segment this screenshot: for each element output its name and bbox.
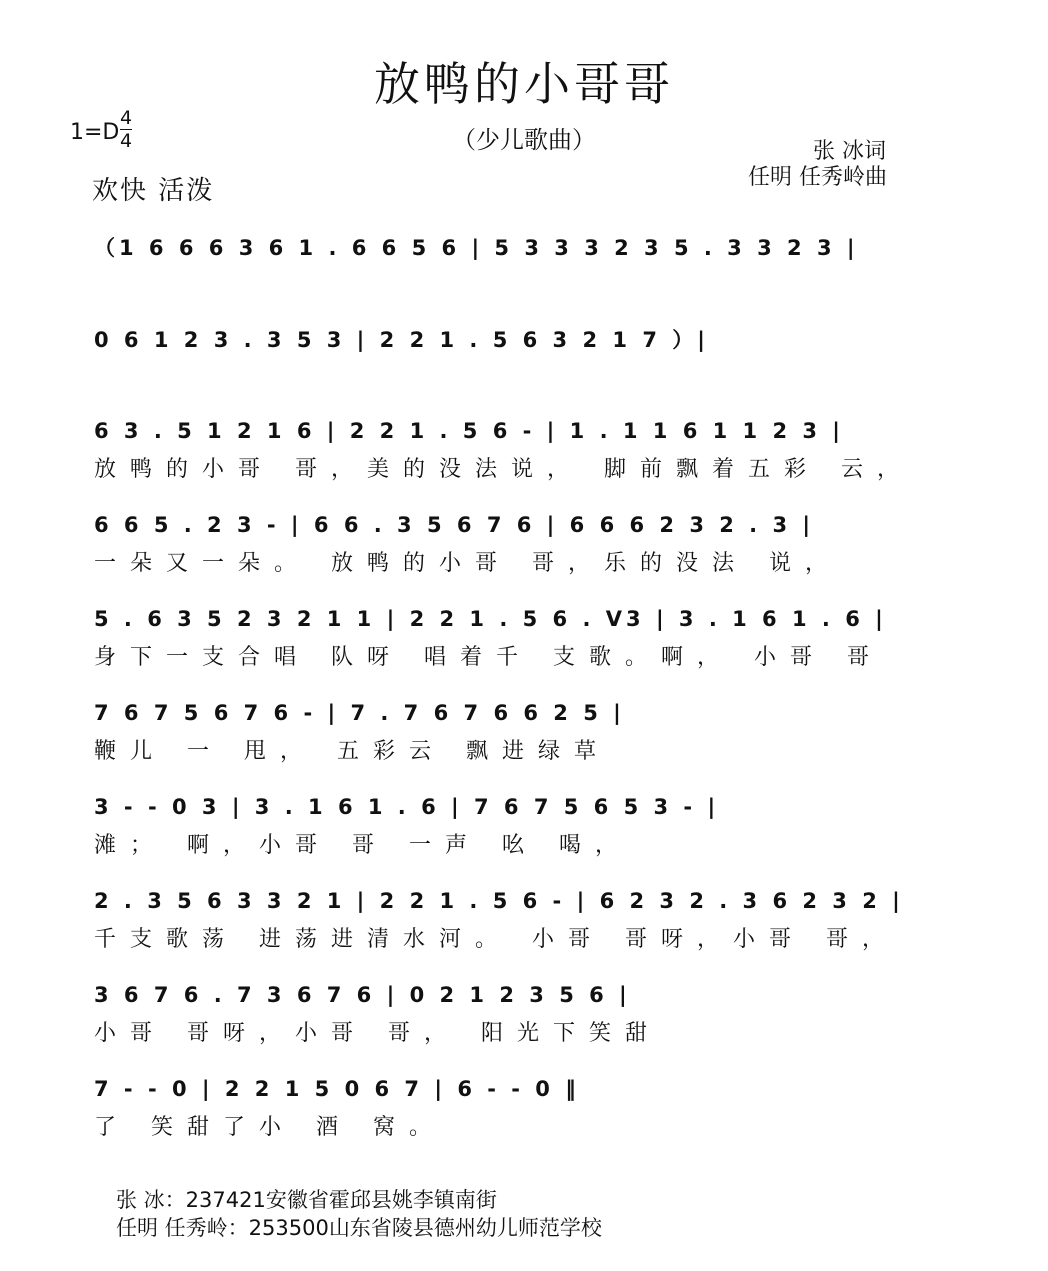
time-signature-top: 4 (120, 107, 133, 129)
song-subtitle: （少儿歌曲） (452, 126, 596, 154)
notation-line: 5 . 6 3 5 2 3 2 1 1 | 2 2 1 . 5 6 . V3 | 3 . 1 6 1 . 6 | (94, 607, 887, 631)
notation-line: 3 6 7 6 . 7 3 6 7 6 | 0 2 1 2 3 5 6 | (94, 983, 631, 1007)
lyrics-line: 了 笑甜了小 酒 窝。 (94, 1115, 445, 1140)
notation-line: 2 . 3 5 6 3 3 2 1 | 2 2 1 . 5 6 - | 6 2 3 2 . 3 6 2 3 2 | (94, 889, 904, 913)
song-title: 放鸭的小哥哥 (374, 57, 674, 111)
lyrics-line: 放鸭的小哥 哥，美的没法说， 脚前飘着五彩 云， (94, 457, 913, 482)
time-signature-bottom: 4 (120, 130, 133, 152)
lyrics-line: 千支歌荡 进荡进清水河。 小哥 哥呀，小哥 哥， (94, 927, 898, 952)
lyricist-address: 张 冰：237421安徽省霍邱县姚李镇南街 (116, 1188, 497, 1212)
lyricist-credit: 张 冰词 (813, 139, 886, 164)
key-signature: 1=D (70, 120, 120, 145)
tempo-marking: 欢快 活泼 (92, 176, 215, 206)
notation-line: 3 - - 0 3 | 3 . 1 6 1 . 6 | 7 6 7 5 6 5 3 - | (94, 795, 720, 819)
notation-line: 7 6 7 5 6 7 6 - | 7 . 7 6 7 6 6 2 5 | (94, 701, 625, 725)
lyrics-line: 小哥 哥呀，小哥 哥， 阳光下笑甜 (94, 1021, 661, 1046)
lyrics-line: 滩； 啊，小哥 哥 一声 吆 喝， (94, 833, 631, 858)
notation-line: 6 6 5 . 2 3 - | 6 6 . 3 5 6 7 6 | 6 6 6 2 3 2 . 3 | (94, 513, 815, 537)
composer-credit: 任明 任秀岭曲 (748, 165, 887, 190)
notation-line: 0 6 1 2 3 . 3 5 3 | 2 2 1 . 5 6 3 2 1 7 ）| (94, 328, 709, 352)
time-signature (120, 108, 132, 151)
notation-line: 7 - - 0 | 2 2 1 5 0 6 7 | 6 - - 0 ‖ (94, 1077, 580, 1101)
notation-line: （1 6 6 6 3 6 1 . 6 6 5 6 | 5 3 3 3 2 3 5 . 3 3 2 3 | (94, 236, 859, 260)
lyrics-line: 身下一支合唱 队呀 唱着千 支歌。啊， 小哥 哥 (94, 645, 883, 670)
lyrics-line: 鞭儿 一 甩， 五彩云 飘进绿草 (94, 739, 610, 764)
lyrics-line: 一朵又一朵。 放鸭的小哥 哥，乐的没法 说， (94, 551, 841, 576)
notation-line: 6 3 . 5 1 2 1 6 | 2 2 1 . 5 6 - | 1 . 1 1 6 1 1 2 3 | (94, 419, 844, 443)
composer-address: 任明 任秀岭：253500山东省陵县德州幼儿师范学校 (116, 1216, 602, 1240)
